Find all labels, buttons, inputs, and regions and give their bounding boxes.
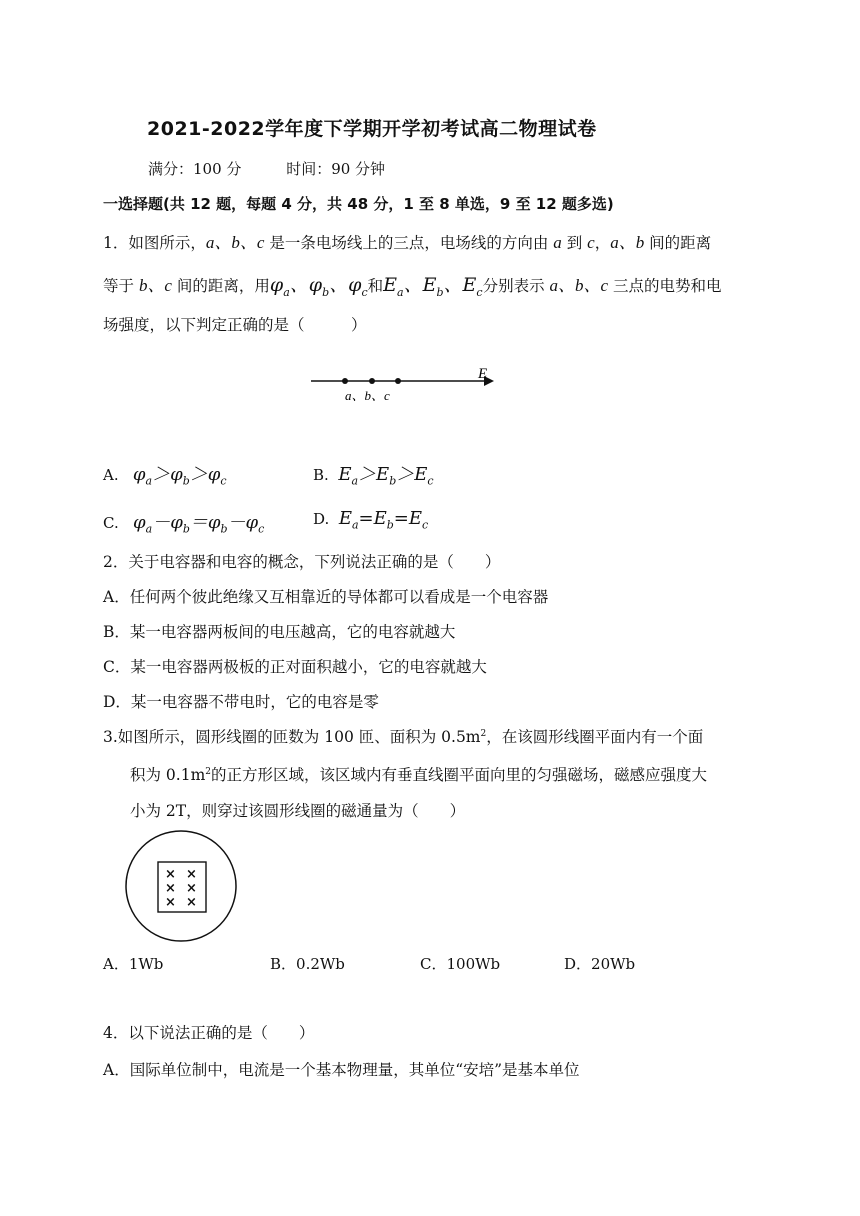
exam-time: 时间：90 分钟 — [286, 160, 386, 178]
q1-line1: 1．如图所示，a、b、c 是一条电场线上的三点，电场线的方向由 a 到 c，a、b 间的距离 — [103, 233, 712, 252]
q3-option-d[interactable]: D．20Wb — [564, 955, 636, 973]
q1-option-a[interactable]: A. $\varphi_a>\varphi_b>\varphi_c$ — [103, 464, 227, 488]
q3-line1: 3.如图所示，圆形线圈的匝数为 100 匝、面积为 $0.5m^2$，在该圆形线圈平面内有一个面 — [103, 728, 704, 746]
circular-coil — [126, 831, 236, 941]
q2-stem: 2．关于电容器和电容的概念，下列说法正确的是（ ） — [103, 553, 501, 571]
q3-line3: 小为 2T，则穿过该圆形线圈的磁通量为（ ） — [130, 802, 466, 820]
points-label: a、b、c — [345, 388, 390, 403]
exam-title: 2021-2022学年度下学期开学初考试高二物理试卷 — [147, 118, 597, 140]
q2-option-b[interactable]: B．某一电容器两板间的电压越高，它的电容就越大 — [103, 623, 456, 641]
q3-option-a[interactable]: A．1Wb — [103, 955, 164, 973]
q1-option-b[interactable]: B. $E_a>E_b>E_c$ — [313, 464, 434, 488]
q1-option-d[interactable]: D. $E_a=E_b=E_c$ — [313, 508, 429, 532]
phi-symbols: $\varphi_a$、$\varphi_b$、$\varphi_c$ — [269, 274, 368, 299]
svg-text:×: × — [165, 881, 176, 896]
field-into-page-icons — [165, 867, 197, 910]
q3-line2: 积为 $0.1m^2$的正方形区域，该区域内有垂直线圈平面向里的匀强磁场，磁感应强度大 — [130, 766, 708, 784]
svg-text:×: × — [165, 895, 176, 910]
svg-text:×: × — [186, 881, 197, 896]
q2-option-c[interactable]: C．某一电容器两极板的正对面积越小，它的电容就越大 — [103, 658, 487, 676]
q4-option-a[interactable]: A．国际单位制中，电流是一个基本物理量，其单位“安培”是基本单位 — [103, 1061, 580, 1079]
q4-stem: 4．以下说法正确的是（ ） — [103, 1024, 315, 1042]
q2-option-a[interactable]: A．任何两个彼此绝缘又互相靠近的导体都可以看成是一个电容器 — [103, 588, 549, 606]
q2-option-d[interactable]: D．某一电容器不带电时，它的电容是零 — [103, 693, 379, 711]
svg-text:×: × — [165, 867, 176, 882]
q1-option-c[interactable]: C. $\varphi_a-\varphi_b=\varphi_b-\varphi_c$ — [103, 512, 265, 536]
svg-text:×: × — [186, 895, 197, 910]
svg-text:×: × — [186, 867, 197, 882]
q3-option-c[interactable]: C．100Wb — [420, 955, 501, 973]
field-label-E: E — [478, 366, 488, 382]
q1-line2: 等于 b、c 间的距离，用$\varphi_a$、$\varphi_b$、$\varphi_c$和$E_a$、$E_b$、$E_c$分别表示 a、b、c 三点的电势和电 — [103, 274, 722, 299]
section-heading: 一选择题(共 12 题，每题 4 分，共 48 分，1 至 8 单选，9 至 12 题多选) — [103, 195, 614, 213]
q3-option-b[interactable]: B．0.2Wb — [270, 955, 345, 973]
q1-line3: 场强度，以下判定正确的是（ ） — [103, 316, 367, 334]
e-symbols: $E_a$、$E_b$、$E_c$ — [383, 274, 483, 299]
full-score: 满分：100 分 — [148, 160, 242, 178]
